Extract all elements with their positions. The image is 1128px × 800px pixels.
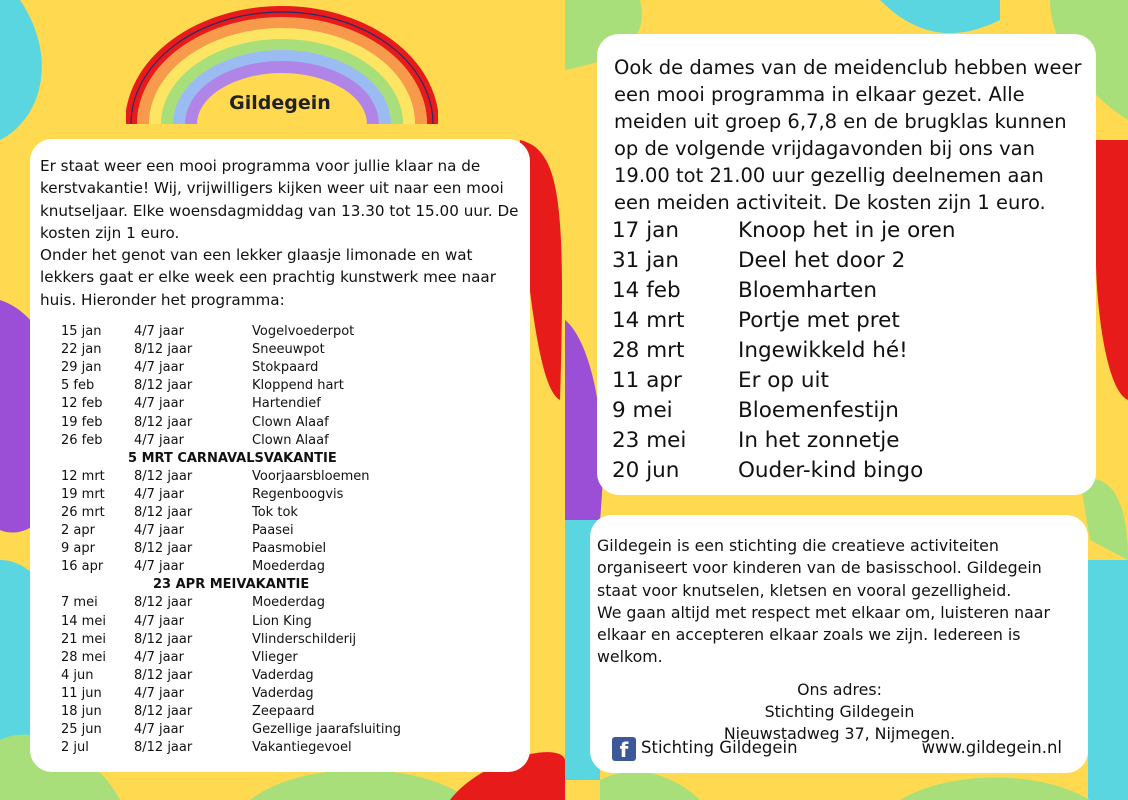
meidenclub-activity: Bloemharten — [738, 278, 877, 303]
website-link[interactable]: www.gildegein.nl — [921, 738, 1062, 757]
schedule-date: 28 mei — [61, 649, 106, 665]
schedule-date: 14 mei — [61, 613, 106, 629]
schedule-date: 12 mrt — [61, 468, 105, 484]
facebook-icon[interactable]: f — [612, 737, 636, 761]
schedule-activity: Clown Alaaf — [252, 414, 329, 430]
address-line-2: Nieuwstadweg 37, Nijmegen. — [723, 724, 956, 744]
schedule-activity: Hartendief — [252, 396, 321, 412]
schedule-row — [40, 341, 520, 359]
address-line-1: Stichting Gildegein — [764, 702, 915, 722]
schedule-activity: Voorjaarsbloemen — [252, 468, 370, 484]
schedule-age: 4/7 jaar — [134, 486, 184, 502]
meidenclub-date: 9 mei — [612, 398, 673, 423]
meidenclub-activity: Bloemenfestijn — [738, 398, 899, 423]
meidenclub-row — [614, 216, 1082, 246]
schedule-age: 4/7 jaar — [134, 559, 184, 575]
schedule-row — [40, 432, 520, 450]
schedule-row — [40, 631, 520, 649]
schedule-activity: Kloppend hart — [252, 378, 344, 394]
schedule-date: 12 feb — [61, 396, 103, 412]
meidenclub-row — [614, 306, 1082, 336]
schedule-row — [40, 522, 520, 540]
schedule-date: 19 mrt — [61, 486, 105, 502]
schedule-activity: Lion King — [252, 613, 312, 629]
schedule-activity: Zeepaard — [252, 704, 315, 720]
schedule-activity: Sneeuwpot — [252, 342, 325, 358]
contact-footer — [612, 736, 1062, 762]
schedule-date: 2 jul — [61, 740, 89, 756]
about-text: Gildegein is een stichting die creatieve activiteiten organiseert voor kinderen van de basisschool. Gildegein staat voor knutselen, kletsen en vooral gezelligheid. — [597, 536, 1042, 600]
schedule-row — [40, 558, 520, 576]
schedule-age: 4/7 jaar — [134, 324, 184, 340]
schedule-age: 4/7 jaar — [134, 360, 184, 376]
schedule-date: 25 jun — [61, 722, 102, 738]
meidenclub-schedule — [614, 216, 1082, 486]
meidenclub-activity: Portje met pret — [738, 308, 900, 333]
schedule-age: 8/12 jaar — [134, 468, 193, 484]
schedule-row — [40, 685, 520, 703]
schedule-date: 19 feb — [61, 414, 103, 430]
knutsel-intro-2: Onder het genot van een lekker glaasje limonade en wat lekkers gaat er elke week een prachtig kunstwerk mee naar huis. Hieronder het programma: — [40, 246, 496, 309]
schedule-age: 8/12 jaar — [134, 505, 193, 521]
schedule-row — [40, 540, 520, 558]
meidenclub-activity: Knoop het in je oren — [738, 218, 956, 243]
meidenclub-row — [614, 456, 1082, 486]
schedule-age: 4/7 jaar — [134, 523, 184, 539]
schedule-activity: Moederdag — [252, 595, 326, 611]
schedule-break-label: 23 APR MEIVAKANTIE — [153, 577, 310, 593]
schedule-date: 26 feb — [61, 432, 103, 448]
meidenclub-row — [614, 276, 1082, 306]
schedule-activity: Moederdag — [252, 559, 326, 575]
schedule-age: 8/12 jaar — [134, 704, 193, 720]
schedule-row — [40, 739, 520, 757]
meidenclub-activity: Ingewikkeld hé! — [738, 338, 908, 363]
knutsel-program-card — [30, 139, 530, 772]
schedule-date: 9 apr — [61, 541, 95, 557]
meidenclub-date: 20 jun — [612, 458, 680, 483]
schedule-row — [40, 395, 520, 413]
schedule-row — [40, 377, 520, 395]
meidenclub-row — [614, 396, 1082, 426]
meidenclub-row — [614, 426, 1082, 456]
schedule-activity: Vaderdag — [252, 667, 314, 683]
meidenclub-intro: Ook de dames van de meidenclub hebben weer een mooi programma in elkaar gezet. Alle meiden uit groep 6,7,8 en de brugklas kunnen op de volgende vrijdagavonden bij ons van 19.00 tot 21.00 uur gezellig deelnemen aan een meiden activiteit. De kosten zijn 1 euro. — [614, 56, 1082, 214]
schedule-age: 8/12 jaar — [134, 595, 193, 611]
schedule-row — [40, 594, 520, 612]
schedule-row — [40, 323, 520, 341]
meidenclub-row — [614, 366, 1082, 396]
schedule-age: 8/12 jaar — [134, 667, 193, 683]
schedule-activity: Vakantiegevoel — [252, 740, 352, 756]
meidenclub-date: 11 apr — [612, 368, 682, 393]
schedule-age: 4/7 jaar — [134, 685, 184, 701]
meidenclub-date: 31 jan — [612, 248, 679, 273]
schedule-date: 2 apr — [61, 523, 95, 539]
schedule-activity: Gezellige jaarafsluiting — [252, 722, 401, 738]
facebook-link[interactable]: Stichting Gildegein — [641, 738, 798, 757]
logo-text: Gildegein — [229, 92, 331, 114]
schedule-date: 15 jan — [61, 324, 102, 340]
schedule-row — [40, 703, 520, 721]
schedule-activity: Stokpaard — [252, 360, 319, 376]
schedule-date: 26 mrt — [61, 505, 105, 521]
schedule-date: 22 jan — [61, 342, 102, 358]
schedule-date: 4 jun — [61, 667, 94, 683]
schedule-age: 4/7 jaar — [134, 613, 184, 629]
meidenclub-date: 14 mrt — [612, 308, 685, 333]
schedule-age: 8/12 jaar — [134, 414, 193, 430]
schedule-age: 8/12 jaar — [134, 378, 193, 394]
meidenclub-row — [614, 246, 1082, 276]
schedule-age: 4/7 jaar — [134, 649, 184, 665]
meidenclub-activity: Ouder-kind bingo — [738, 458, 924, 483]
schedule-break — [40, 450, 520, 468]
schedule-row — [40, 486, 520, 504]
schedule-date: 29 jan — [61, 360, 102, 376]
schedule-activity: Tok tok — [252, 505, 298, 521]
schedule-activity: Vlieger — [252, 649, 298, 665]
meidenclub-date: 28 mrt — [612, 338, 685, 363]
schedule-activity: Clown Alaaf — [252, 432, 329, 448]
schedule-age: 8/12 jaar — [134, 541, 193, 557]
schedule-row — [40, 649, 520, 667]
knutsel-schedule — [40, 323, 520, 757]
schedule-row — [40, 468, 520, 486]
meidenclub-card — [597, 34, 1096, 495]
schedule-activity: Vaderdag — [252, 685, 314, 701]
schedule-row — [40, 359, 520, 377]
about-card — [590, 515, 1088, 773]
schedule-activity: Paasei — [252, 523, 294, 539]
meidenclub-activity: Deel het door 2 — [738, 248, 906, 273]
schedule-age: 8/12 jaar — [134, 342, 193, 358]
meidenclub-activity: Er op uit — [738, 368, 829, 393]
meidenclub-date: 14 feb — [612, 278, 681, 303]
schedule-activity: Vlinderschilderij — [252, 631, 357, 647]
schedule-activity: Vogelvoederpot — [252, 324, 355, 340]
schedule-age: 4/7 jaar — [134, 432, 184, 448]
schedule-break-label: 5 MRT CARNAVALSVAKANTIE — [128, 450, 337, 466]
meidenclub-date: 17 jan — [612, 218, 679, 243]
schedule-activity: Paasmobiel — [252, 541, 327, 557]
schedule-age: 4/7 jaar — [134, 722, 184, 738]
about-text-2: We gaan altijd met respect met elkaar om, luisteren naar elkaar en accepteren elkaar zoals we zijn. Iedereen is welkom. — [597, 602, 1050, 667]
schedule-date: 7 mei — [61, 595, 98, 611]
knutsel-intro: Er staat weer een mooi programma voor jullie klaar na de kerstvakantie! Wij, vrijwilligers kijken weer uit naar een mooi knutseljaar. Elke woensdagmiddag van 13.30 tot 15.00 uur. De kosten zijn 1 euro. — [40, 157, 519, 242]
schedule-activity: Regenboogvis — [252, 486, 344, 502]
schedule-break — [40, 576, 520, 594]
schedule-age: 8/12 jaar — [134, 740, 193, 756]
address-title: Ons adres: — [797, 679, 882, 699]
schedule-row — [40, 613, 520, 631]
meidenclub-date: 23 mei — [612, 428, 687, 453]
meidenclub-activity: In het zonnetje — [738, 428, 900, 453]
schedule-age: 8/12 jaar — [134, 631, 193, 647]
meidenclub-row — [614, 336, 1082, 366]
schedule-date: 18 jun — [61, 704, 102, 720]
schedule-row — [40, 667, 520, 685]
schedule-date: 11 jun — [61, 685, 102, 701]
schedule-age: 4/7 jaar — [134, 396, 184, 412]
schedule-date: 21 mei — [61, 631, 106, 647]
schedule-row — [40, 414, 520, 432]
schedule-row — [40, 721, 520, 739]
schedule-date: 16 apr — [61, 559, 104, 575]
schedule-date: 5 feb — [61, 378, 95, 394]
schedule-row — [40, 504, 520, 522]
